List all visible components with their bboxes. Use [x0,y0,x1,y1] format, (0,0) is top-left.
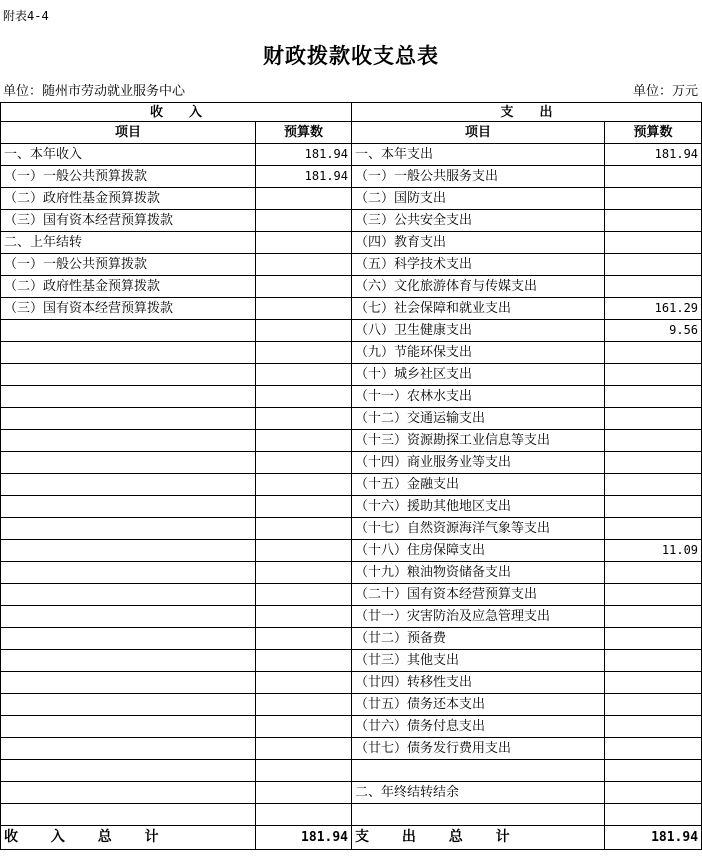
income-amount-cell [256,738,352,760]
expense-amount-cell [605,496,702,518]
expense-item-cell: （十七）自然资源海洋气象等支出 [352,518,605,540]
table-row [1,408,702,430]
expense-item-cell: （一）一般公共服务支出 [352,166,605,188]
table-row [1,716,702,738]
income-item-cell [1,738,256,760]
table-row [1,474,702,496]
expense-amount-cell: 11.09 [605,540,702,562]
income-amount-cell [256,628,352,650]
appendix-label: 附表4-4 [3,9,49,23]
expense-amount-cell [605,716,702,738]
expense-item-cell: （廿三）其他支出 [352,650,605,672]
table-row [1,298,702,320]
expense-amount-cell: 181.94 [605,144,702,166]
expense-amount-cell [605,276,702,298]
income-item-cell [1,760,256,782]
income-amount-cell [256,760,352,782]
income-item-cell: 一、本年收入 [1,144,256,166]
income-item-cell [1,584,256,606]
table-row [1,166,702,188]
table-row [1,694,702,716]
income-item-cell [1,320,256,342]
income-amount-cell [256,408,352,430]
expense-amount-cell [605,804,702,826]
income-amount-cell [256,496,352,518]
table-row [1,144,702,166]
expense-item-cell: （廿五）债务还本支出 [352,694,605,716]
income-item-cell: （三）国有资本经营预算拨款 [1,210,256,232]
income-item-cell [1,518,256,540]
table-row [1,232,702,254]
income-total-value: 181.94 [256,826,352,850]
expense-amount-cell [605,232,702,254]
income-item-cell [1,474,256,496]
expense-item-cell: （二）国防支出 [352,188,605,210]
expense-amount-cell [605,452,702,474]
income-amount-cell [256,386,352,408]
income-item-cell [1,650,256,672]
table-row [1,452,702,474]
table-row [1,254,702,276]
table-row [1,782,702,804]
expense-amount-cell [605,562,702,584]
income-amount-cell [256,474,352,496]
expense-item-cell: （七）社会保障和就业支出 [352,298,605,320]
income-item-cell [1,628,256,650]
expense-amount-cell [605,210,702,232]
table-row [1,320,702,342]
expense-amount-cell [605,188,702,210]
table-row [1,276,702,298]
table-row [1,672,702,694]
expense-item-cell: （三）公共安全支出 [352,210,605,232]
income-item-cell [1,386,256,408]
expense-amount-cell [605,738,702,760]
income-amount-cell [256,804,352,826]
income-amount-cell [256,584,352,606]
income-amount-cell [256,232,352,254]
table-row [1,650,702,672]
income-amount-cell [256,452,352,474]
table-row [1,188,702,210]
section-header-row [1,103,702,122]
income-item-cell [1,342,256,364]
expense-amount-cell [605,584,702,606]
expense-amount-cell [605,386,702,408]
expense-item-cell: （十五）金融支出 [352,474,605,496]
unit-organization: 单位：随州市劳动就业服务中心 [3,84,186,99]
expense-amount-cell [605,254,702,276]
income-amount-cell [256,342,352,364]
income-item-cell [1,408,256,430]
table-row [1,496,702,518]
expense-item-cell: （十四）商业服务业等支出 [352,452,605,474]
expense-amount-cell: 161.29 [605,298,702,320]
expense-item-cell: （十）城乡社区支出 [352,364,605,386]
income-amount-cell [256,210,352,232]
expense-item-cell: （二十）国有资本经营预算支出 [352,584,605,606]
expense-total-label: 支 出 总 计 [352,826,605,850]
income-item-cell [1,804,256,826]
income-item-cell: （二）政府性基金预算拨款 [1,188,256,210]
income-item-cell [1,782,256,804]
col-item-expense: 项目 [352,122,605,144]
income-total-label: 收 入 总 计 [1,826,256,850]
expense-item-cell: （十六）援助其他地区支出 [352,496,605,518]
expense-amount-cell [605,430,702,452]
income-amount-cell [256,320,352,342]
expense-amount-cell [605,760,702,782]
expense-amount-cell [605,650,702,672]
expense-item-cell: （十九）粮油物资储备支出 [352,562,605,584]
income-item-cell [1,452,256,474]
expense-total-value: 181.94 [605,826,702,850]
expense-amount-cell [605,606,702,628]
income-item-cell [1,496,256,518]
income-amount-cell [256,364,352,386]
expense-item-cell: （廿一）灾害防治及应急管理支出 [352,606,605,628]
table-row [1,430,702,452]
table-row [1,562,702,584]
income-amount-cell [256,650,352,672]
income-item-cell [1,562,256,584]
table-row [1,540,702,562]
expense-amount-cell [605,364,702,386]
income-amount-cell [256,188,352,210]
expense-item-cell: （五）科学技术支出 [352,254,605,276]
table-row [1,584,702,606]
expense-item-cell: （十三）资源勘探工业信息等支出 [352,430,605,452]
expense-item-cell: 二、年终结转结余 [352,782,605,804]
col-amount-expense: 预算数 [605,122,702,144]
page-title: 财政拨款收支总表 [263,43,439,68]
table-row [1,804,702,826]
income-amount-cell [256,298,352,320]
expense-item-cell: （四）教育支出 [352,232,605,254]
income-amount-cell [256,716,352,738]
expense-item-cell [352,760,605,782]
income-item-cell [1,716,256,738]
expense-item-cell: （十八）住房保障支出 [352,540,605,562]
expense-item-cell: （八）卫生健康支出 [352,320,605,342]
income-amount-cell [256,782,352,804]
expense-amount-cell [605,166,702,188]
table-row [1,342,702,364]
income-amount-cell [256,562,352,584]
expense-amount-cell [605,628,702,650]
income-item-cell [1,430,256,452]
income-item-cell: 二、上年结转 [1,232,256,254]
income-item-cell: （三）国有资本经营预算拨款 [1,298,256,320]
expense-amount-cell [605,518,702,540]
section-income: 收 入 [1,103,352,122]
expense-item-cell: 一、本年支出 [352,144,605,166]
expense-amount-cell: 9.56 [605,320,702,342]
income-item-cell [1,540,256,562]
expense-amount-cell [605,782,702,804]
table-row [1,364,702,386]
expense-item-cell: （廿七）债务发行费用支出 [352,738,605,760]
income-item-cell: （二）政府性基金预算拨款 [1,276,256,298]
expense-amount-cell [605,474,702,496]
income-amount-cell [256,430,352,452]
col-amount-income: 预算数 [256,122,352,144]
column-header-row [1,122,702,144]
income-item-cell [1,606,256,628]
expense-item-cell: （六）文化旅游体育与传媒支出 [352,276,605,298]
expense-item-cell: （十二）交通运输支出 [352,408,605,430]
expense-item-cell: （廿六）债务付息支出 [352,716,605,738]
budget-table [0,102,702,850]
expense-item-cell: （廿四）转移性支出 [352,672,605,694]
income-item-cell [1,364,256,386]
income-amount-cell [256,606,352,628]
expense-amount-cell [605,672,702,694]
expense-item-cell: （九）节能环保支出 [352,342,605,364]
table-row [1,606,702,628]
expense-amount-cell [605,408,702,430]
income-amount-cell [256,694,352,716]
income-item-cell: （一）一般公共预算拨款 [1,254,256,276]
income-amount-cell [256,672,352,694]
table-row [1,628,702,650]
unit-currency: 单位：万元 [632,84,698,99]
income-item-cell: （一）一般公共预算拨款 [1,166,256,188]
col-item-income: 项目 [1,122,256,144]
table-row [1,760,702,782]
income-amount-cell [256,254,352,276]
income-amount-cell [256,276,352,298]
section-expense: 支 出 [352,103,702,122]
table-row [1,386,702,408]
income-amount-cell: 181.94 [256,166,352,188]
income-amount-cell: 181.94 [256,144,352,166]
income-item-cell [1,672,256,694]
expense-item-cell [352,804,605,826]
expense-amount-cell [605,694,702,716]
expense-amount-cell [605,342,702,364]
income-item-cell [1,694,256,716]
expense-item-cell: （十一）农林水支出 [352,386,605,408]
table-row [1,518,702,540]
totals-row [1,826,702,850]
income-amount-cell [256,540,352,562]
table-row [1,210,702,232]
table-row [1,738,702,760]
expense-item-cell: （廿二）预备费 [352,628,605,650]
income-amount-cell [256,518,352,540]
